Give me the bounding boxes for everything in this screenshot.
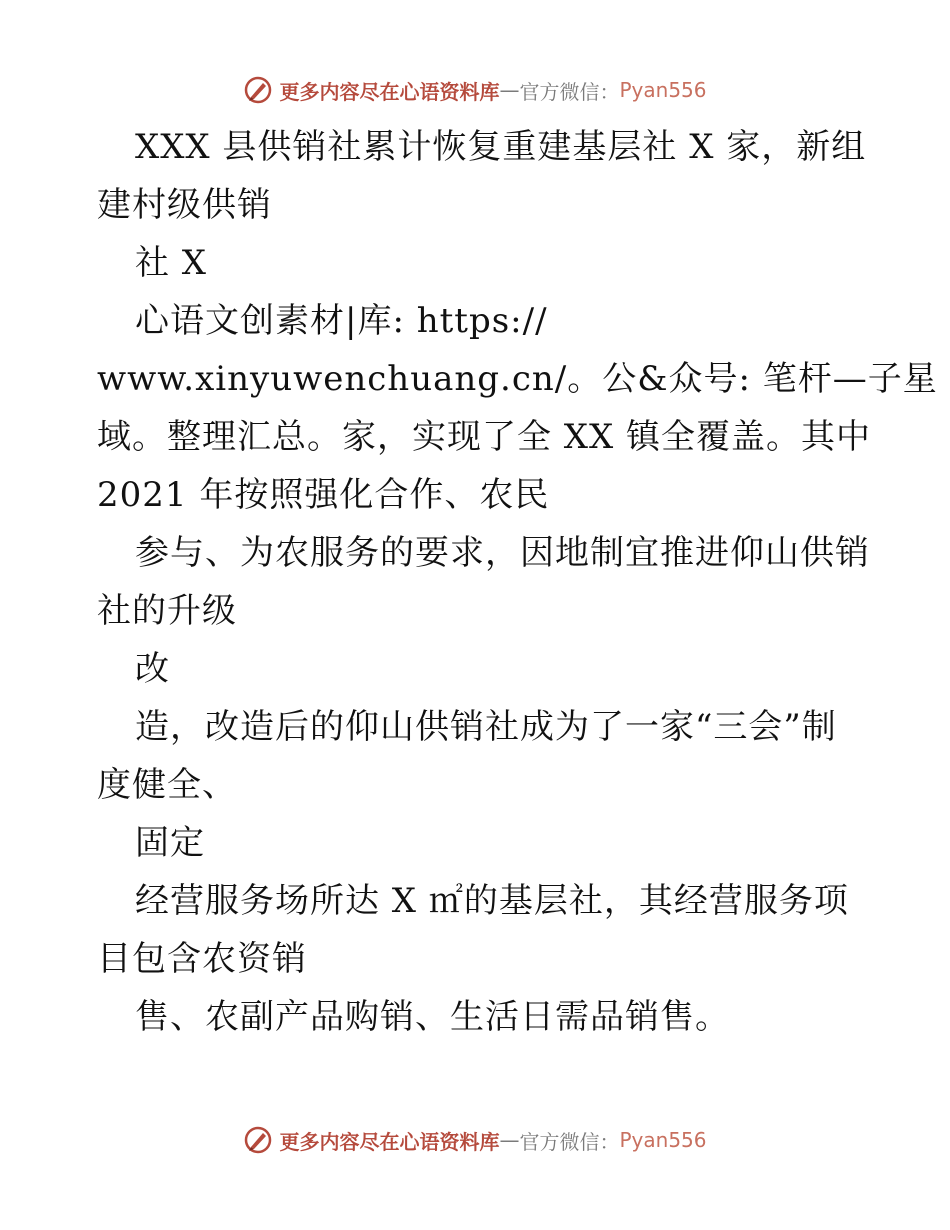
header-watermark xyxy=(0,70,950,110)
body-line: 售、农副产品购销、生活日需品销售。 xyxy=(135,997,730,1037)
body-line: 造，改造后的仰山供销社成为了一家“三会”制 xyxy=(135,707,837,747)
document-body xyxy=(97,118,938,1046)
body-line: 经营服务场所达 X ㎡的基层社，其经营服务项 xyxy=(135,881,849,921)
watermark-account: Pyan556 xyxy=(619,78,707,102)
body-line: 2021 年按照强化合作、农民 xyxy=(97,475,550,515)
watermark-text: 更多内容尽在心语资料库 xyxy=(279,1129,500,1154)
body-line: 社 X xyxy=(135,243,208,283)
body-line: 固定 xyxy=(135,823,205,863)
quill-pen-circle-icon xyxy=(243,1125,273,1155)
body-line: www.xinyuwenchuang.cn/。公&众号: 笔杆—子星 xyxy=(97,359,938,399)
watermark-dash: — xyxy=(499,1128,520,1152)
body-line: 建村级供销 xyxy=(97,185,272,225)
body-line: 度健全、 xyxy=(97,765,237,805)
footer-watermark xyxy=(0,1120,950,1160)
body-line: 社的升级 xyxy=(97,591,237,631)
body-line: XXX 县供销社累计恢复重建基层社 X 家，新组 xyxy=(135,127,867,167)
body-line: 目包含农资销 xyxy=(97,939,307,979)
watermark-account: Pyan556 xyxy=(619,1128,707,1152)
body-line: 参与、为农服务的要求，因地制宜推进仰山供销 xyxy=(135,533,870,573)
watermark-text: 更多内容尽在心语资料库 xyxy=(279,79,500,104)
quill-pen-circle-icon xyxy=(243,75,273,105)
body-line: 域。整理汇总。家，实现了全 XX 镇全覆盖。其中 xyxy=(97,417,872,457)
body-line: 心语文创素材|库: https:// xyxy=(135,301,548,341)
watermark-wechat-label: 官方微信： xyxy=(519,1129,620,1154)
body-line: 改 xyxy=(135,649,170,689)
watermark-dash: — xyxy=(499,78,520,102)
watermark-wechat-label: 官方微信： xyxy=(519,79,620,104)
